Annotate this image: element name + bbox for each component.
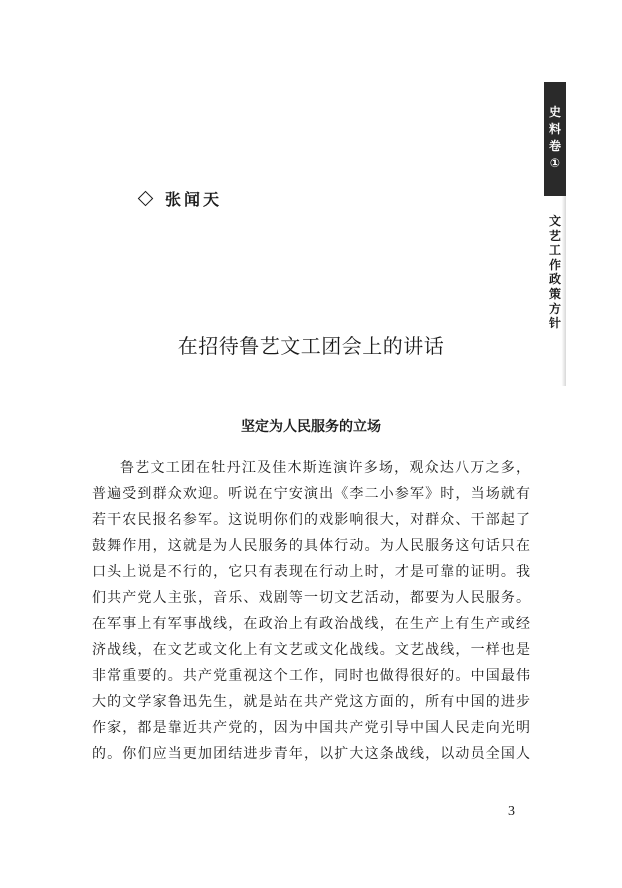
side-tab-volume-char: 卷 bbox=[548, 139, 561, 153]
body-line: 普遍受到群众欢迎。听说在宁安演出《李二小参军》时，当场就有 bbox=[92, 486, 530, 502]
body-line: 大的文学家鲁迅先生，就是站在共产党这方面的，所有中国的进步 bbox=[92, 694, 530, 710]
body-line: 在军事上有军事战线，在政治上有政治战线，在生产上有生产或经 bbox=[92, 616, 530, 632]
page-number: 3 bbox=[508, 804, 515, 819]
body-line: 口头上说是不行的，它只有表现在行动上时，才是可靠的证明。我 bbox=[92, 564, 530, 580]
side-tab-section-char: 方 bbox=[548, 301, 561, 316]
body-line: 非常重要的。共产党重视这个工作，同时也做得很好的。中国最伟 bbox=[92, 668, 530, 684]
body-line: 的。你们应当更加团结进步青年，以扩大这条战线，以动员全国人 bbox=[92, 746, 530, 762]
side-tab-section-char: 策 bbox=[548, 286, 561, 301]
body-line: 鼓舞作用，这就是为人民服务的具体行动。为人民服务这句话只在 bbox=[92, 538, 530, 554]
side-tab-section-char: 艺 bbox=[548, 228, 561, 243]
article-title: 在招待鲁艺文工团会上的讲话 bbox=[177, 334, 445, 358]
side-tab-section-char: 政 bbox=[548, 272, 561, 287]
side-tab-section-char: 作 bbox=[548, 257, 561, 272]
side-tab-section-char: 针 bbox=[548, 316, 561, 331]
body-line: 济战线，在文艺或文化上有文艺或文化战线。文艺战线，一样也是 bbox=[92, 642, 530, 658]
section-subtitle: 坚定为人民服务的立场 bbox=[241, 419, 381, 435]
body-line: 若干农民报名参军。这说明你们的戏影响很大，对群众、干部起了 bbox=[92, 512, 530, 528]
side-tab-volume-char: 料 bbox=[548, 122, 561, 136]
side-tab-volume-char: ① bbox=[549, 156, 561, 170]
author-heading bbox=[140, 186, 222, 210]
body-paragraph bbox=[92, 455, 530, 767]
body-line: 鲁艺文工团在牡丹江及佳木斯连演许多场，观众达八万之多， bbox=[120, 460, 530, 476]
side-tab-section-char: 文 bbox=[548, 214, 561, 228]
side-tab-volume bbox=[544, 82, 566, 196]
author-name: 张闻天 bbox=[165, 189, 223, 209]
body-line: 们共产党人主张，音乐、戏剧等一切文艺活动，都要为人民服务。 bbox=[92, 590, 530, 606]
side-tab-section-char: 工 bbox=[548, 243, 561, 258]
diamond-icon bbox=[138, 190, 154, 206]
body-line: 作家，都是靠近共产党的，因为中国共产党引导中国人民走向光明 bbox=[92, 720, 530, 736]
side-tab-volume-char: 史 bbox=[548, 105, 561, 119]
